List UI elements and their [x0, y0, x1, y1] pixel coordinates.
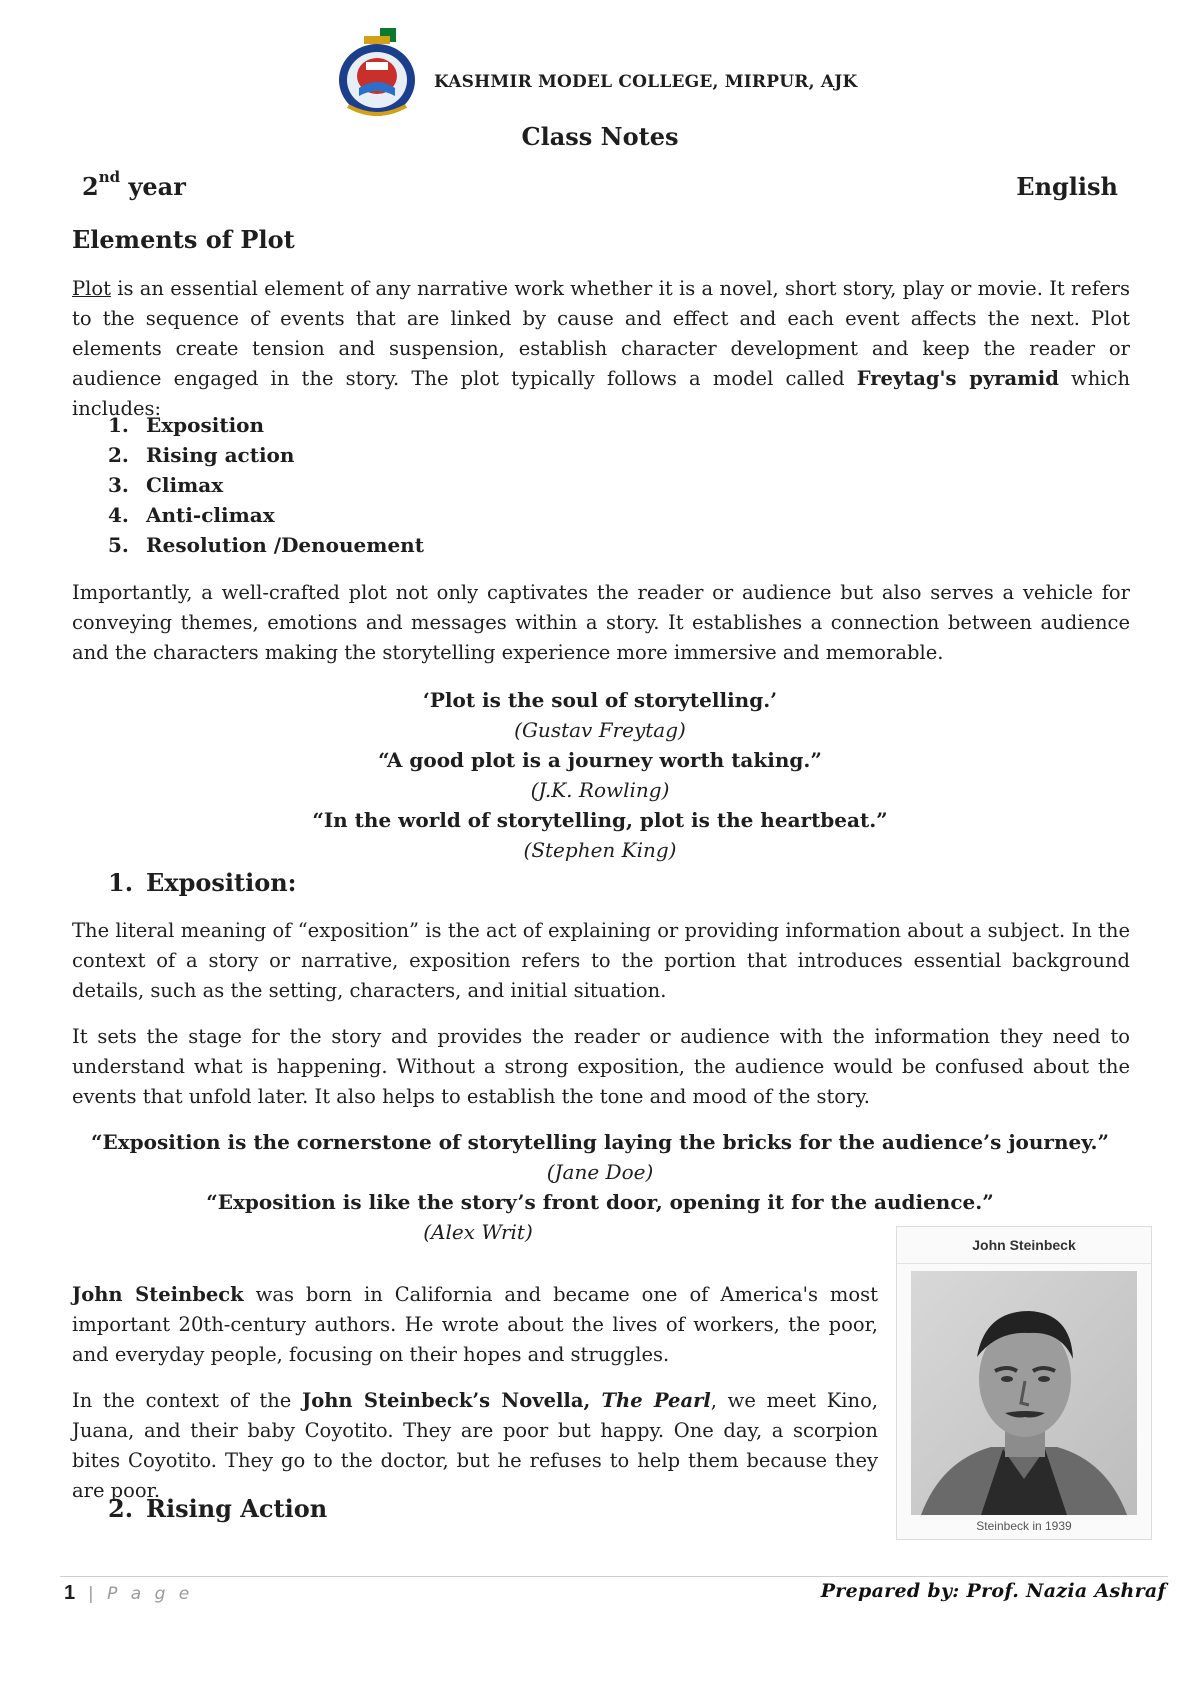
steinbeck-photo-card [896, 1226, 1152, 1540]
quote-text: ‘Plot is the soul of storytelling.’ [422, 688, 778, 712]
section-heading-rising-action [108, 1494, 327, 1523]
quote-text: “Exposition is the cornerstone of storytelling laying the bricks for the audience’s journey.” [90, 1130, 1110, 1154]
section-number: 1. [108, 868, 134, 897]
list-number: 3. [108, 473, 129, 497]
novella-term: John Steinbeck’s Novella, [302, 1389, 602, 1412]
quote-author: (Stephen King) [523, 838, 677, 862]
list-label: Climax [146, 473, 224, 497]
list-item [108, 410, 424, 440]
steinbeck-paragraph-2 [72, 1386, 878, 1506]
intro-paragraph [72, 274, 1130, 424]
quote-author: (Gustav Freytag) [514, 718, 686, 742]
photo-title: John Steinbeck [972, 1237, 1076, 1253]
list-number: 5. [108, 533, 129, 557]
college-logo-icon [334, 26, 420, 122]
footer-divider [60, 1576, 1168, 1577]
pearl-summary: , we meet Kino, Juana, and their baby Coyotito. They are poor but happy. One day, a scorpion bites Coyotito. They go to the doctor, but he refuses to help them because they are poor. [72, 1389, 879, 1502]
quote-author: (J.K. Rowling) [530, 778, 670, 802]
college-name: KASHMIR MODEL COLLEGE, MIRPUR, AJK [434, 72, 858, 92]
quote-text: “Exposition is like the story’s front door, opening it for the audience.” [206, 1190, 994, 1214]
steinbeck-bio: was born in California and became one of America's most important 20th-century authors. He wrote about the lives of workers, the poor, and everyday people, focusing on their hopes and struggles. [72, 1283, 878, 1366]
quote-author: (Alex Writ) [423, 1220, 533, 1244]
steinbeck-paragraph-1 [72, 1280, 878, 1370]
list-label: Rising action [146, 443, 295, 467]
list-label: Anti-climax [146, 503, 275, 527]
section-title: Exposition: [146, 868, 297, 897]
page-title: Elements of Plot [72, 225, 295, 254]
pearl-lead: In the context of the [72, 1389, 302, 1412]
steinbeck-name: John Steinbeck [72, 1283, 244, 1306]
intro-text-1: is an essential element of any narrative work whether it is a novel, short story, play or movie. It refers to the sequence of events that are linked by cause and effect and each event affects the next. Plot elements create tension and suspension, establish character development and keep the reader or audience engaged in the story. The plot typically follows a model called [72, 277, 1130, 390]
importance-paragraph: Importantly, a well-crafted plot not only captivates the reader or audience but also serves a vehicle for conveying themes, emotions and messages within a story. It establishes a connection between audience and the characters making the storytelling experience more immersive and memorable. [72, 581, 1130, 664]
list-item [108, 530, 424, 560]
list-item [108, 470, 424, 500]
quote-author: (Jane Doe) [546, 1160, 654, 1184]
page-label: | P a g e [88, 1584, 194, 1604]
year-number: 2 [82, 172, 99, 201]
quote-text: “In the world of storytelling, plot is the heartbeat.” [312, 808, 888, 832]
exposition-paragraph-2: It sets the stage for the story and provides the reader or audience with the information they need to understand what is happening. Without a strong exposition, the audience would be confused about the events that unfold later. It also helps to establish the tone and mood of the story. [72, 1025, 1130, 1108]
section-title: Rising Action [146, 1494, 328, 1523]
subject-label: English [1016, 172, 1118, 201]
intro-text-2: which includes: [72, 367, 1131, 420]
class-notes-heading: Class Notes [521, 122, 679, 151]
prepared-by: Prepared by: Prof. Nazia Ashraf [820, 1580, 1166, 1602]
plot-term: Plot [72, 277, 111, 300]
section-heading-exposition [108, 868, 297, 897]
exposition-paragraph-1: The literal meaning of “exposition” is the act of explaining or providing information about a subject. In the context of a story or narrative, exposition refers to the portion that introduces essential background details, such as the setting, characters, and initial situation. [72, 919, 1130, 1002]
list-number: 1. [108, 413, 129, 437]
photo-caption: Steinbeck in 1939 [976, 1519, 1072, 1533]
pearl-title: The Pearl [601, 1389, 711, 1412]
portrait-image [911, 1271, 1137, 1515]
list-number: 2. [108, 443, 129, 467]
year-word: year [120, 172, 186, 201]
year-label [82, 168, 186, 201]
list-number: 4. [108, 503, 129, 527]
list-label: Resolution /Denouement [146, 533, 424, 557]
section-number: 2. [108, 1494, 134, 1523]
plot-elements-list [108, 410, 424, 560]
photo-divider [897, 1263, 1151, 1264]
list-item [108, 440, 424, 470]
page-number: 1 [64, 1582, 76, 1604]
list-item [108, 500, 424, 530]
quote-text: “A good plot is a journey worth taking.” [378, 748, 822, 772]
list-label: Exposition [146, 413, 265, 437]
freytag-term: Freytag's pyramid [856, 367, 1059, 390]
year-suffix: nd [98, 168, 121, 186]
